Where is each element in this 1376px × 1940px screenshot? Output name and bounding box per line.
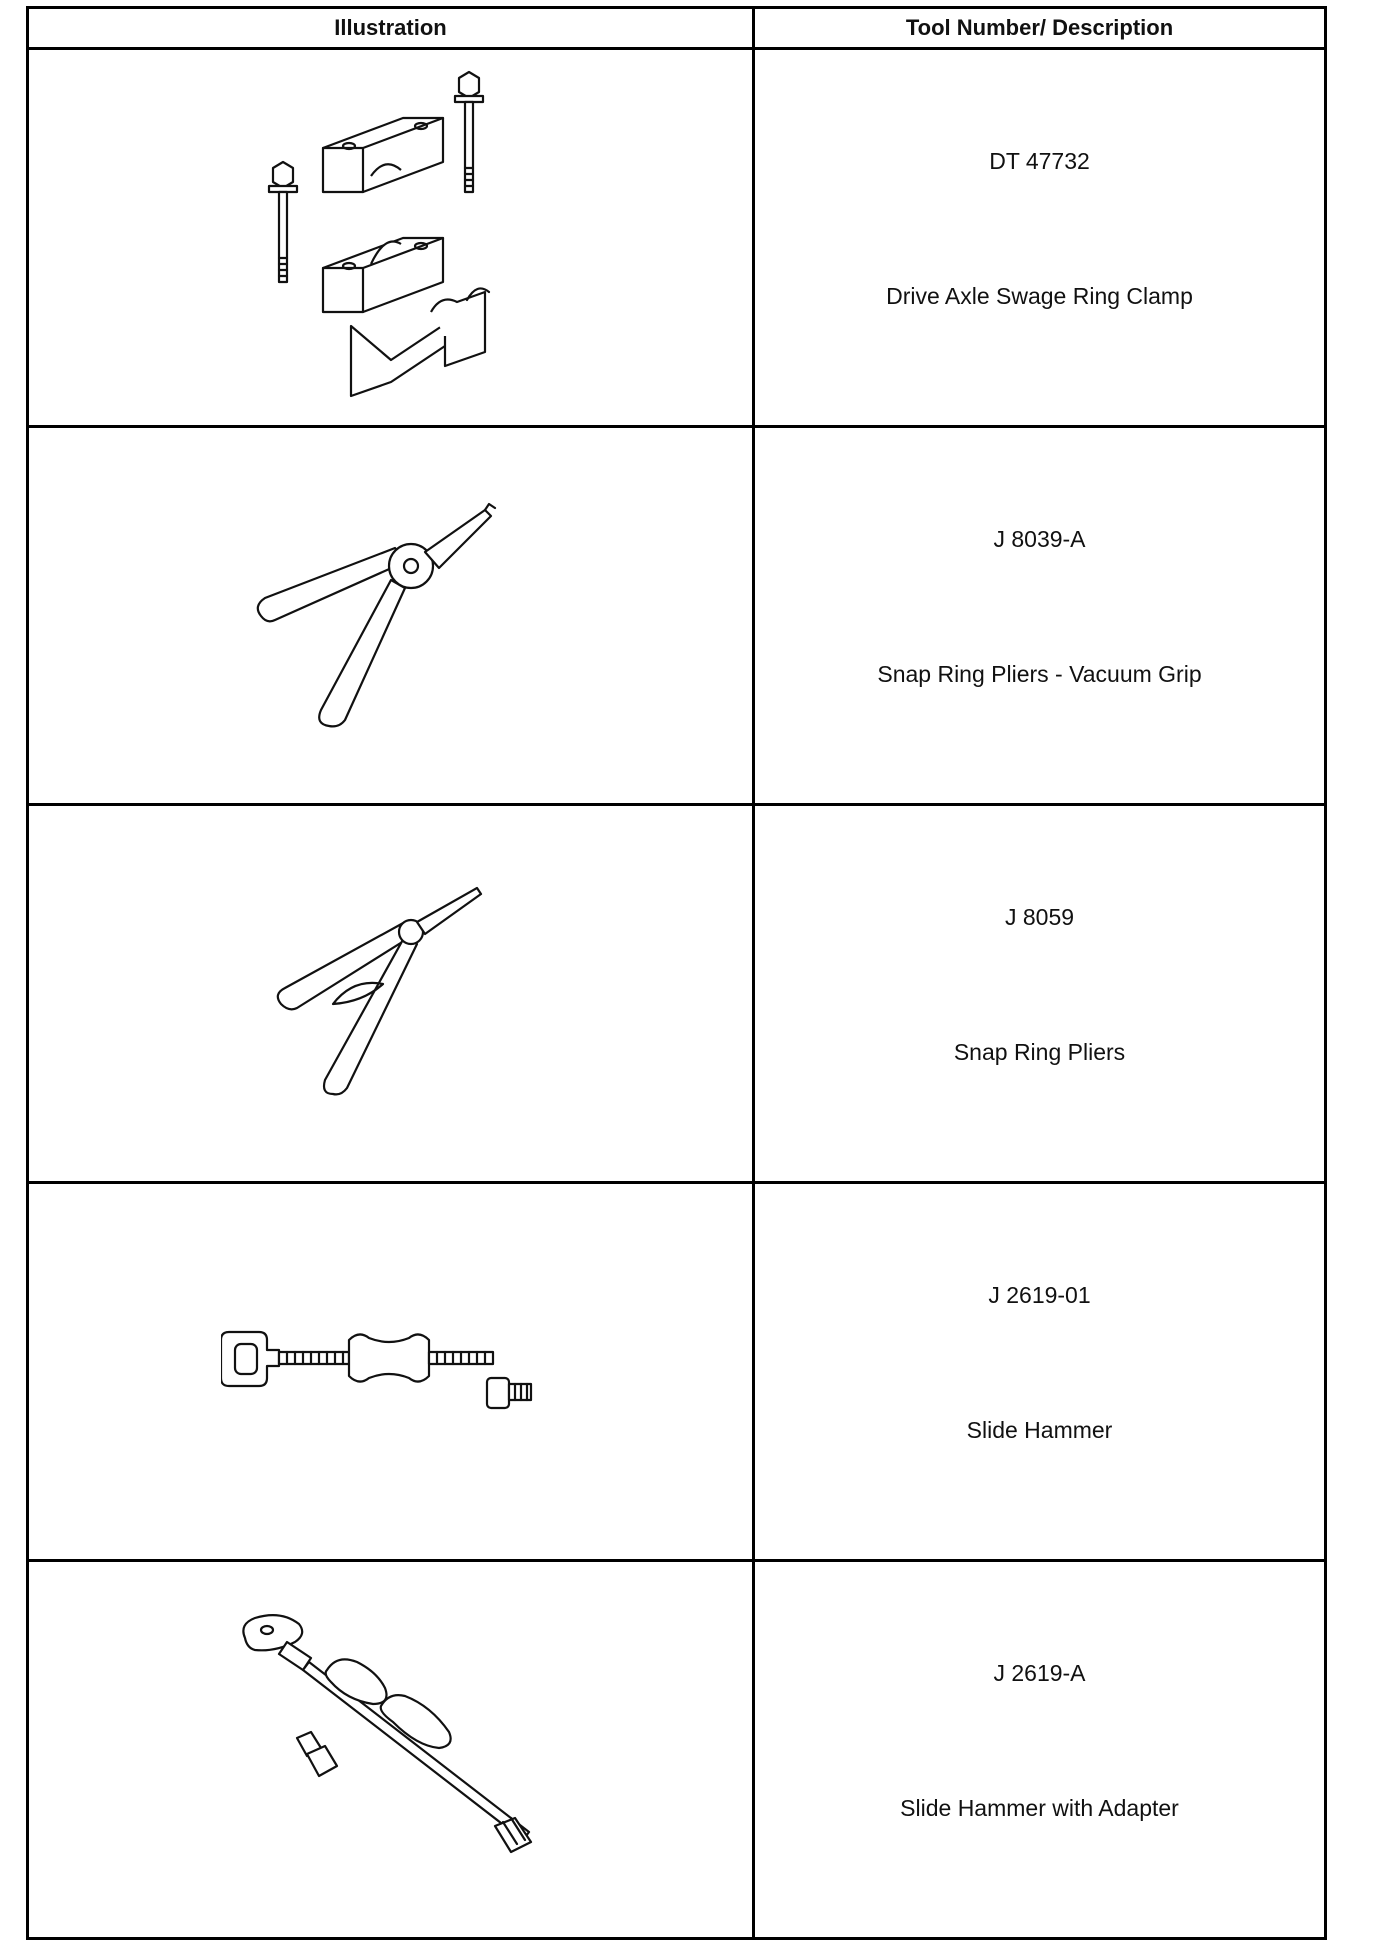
- slide-hammer-adapter-icon: [231, 1610, 551, 1890]
- table-row: [28, 427, 1326, 805]
- tool-number: J 8059: [1004, 904, 1075, 930]
- table-header-row: [28, 8, 1326, 49]
- tool-description-cell: [754, 1183, 1326, 1561]
- special-tools-table: [26, 6, 1327, 1940]
- slide-hammer-icon: [221, 1312, 561, 1432]
- table-row: [28, 49, 1326, 427]
- tool-number: DT 47732: [989, 148, 1090, 174]
- illustration-cell: [28, 1183, 754, 1561]
- header-illustration: Illustration: [28, 8, 754, 49]
- tool-description-cell: [754, 49, 1326, 427]
- illustration-cell: [28, 1561, 754, 1939]
- tool-number: J 2619-01: [988, 1282, 1091, 1308]
- snap-ring-pliers-vacuum-icon: [241, 486, 541, 746]
- tool-description: Snap Ring Pliers: [953, 1039, 1126, 1065]
- illustration-cell: [28, 49, 754, 427]
- illustration-cell: [28, 427, 754, 805]
- illustration-cell: [28, 805, 754, 1183]
- header-tool-description: Tool Number/ Description: [754, 8, 1326, 49]
- table-row: [28, 1561, 1326, 1939]
- swage-ring-clamp-icon: [231, 68, 551, 408]
- tool-number: J 2619-A: [993, 1660, 1086, 1686]
- tool-description-cell: [754, 1561, 1326, 1939]
- tool-description-cell: [754, 805, 1326, 1183]
- table-row: [28, 805, 1326, 1183]
- tool-description: Slide Hammer: [966, 1417, 1113, 1443]
- tool-number: J 8039-A: [993, 526, 1086, 552]
- tool-description: Drive Axle Swage Ring Clamp: [886, 283, 1193, 309]
- tool-description-cell: [754, 427, 1326, 805]
- tool-description: Slide Hammer with Adapter: [900, 1795, 1179, 1821]
- tool-description: Snap Ring Pliers - Vacuum Grip: [877, 661, 1202, 687]
- table-row: [28, 1183, 1326, 1561]
- snap-ring-pliers-icon: [261, 874, 521, 1114]
